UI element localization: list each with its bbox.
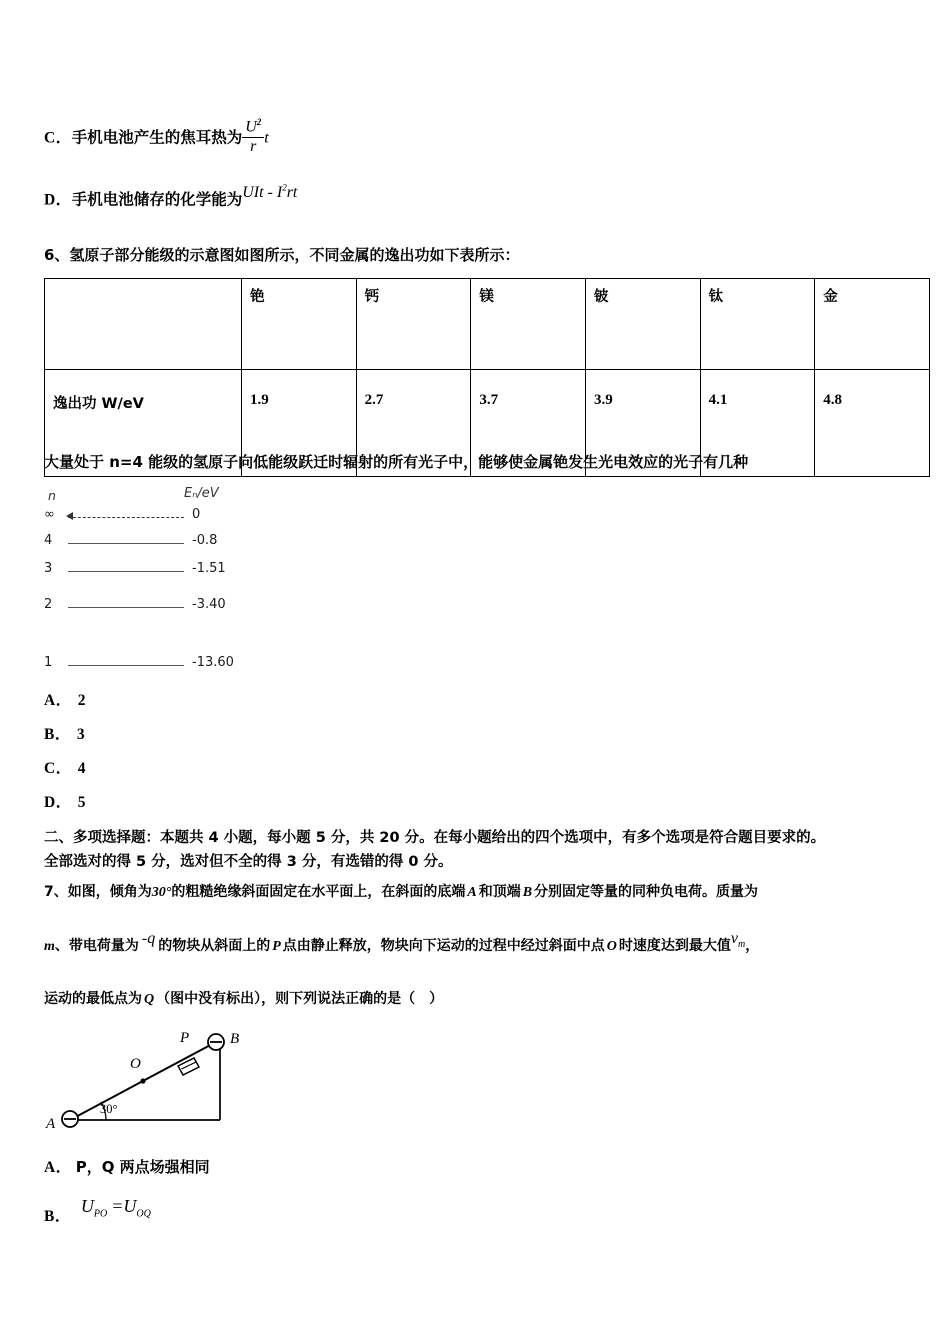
incline-label-B: B xyxy=(230,1031,240,1047)
q7-text-g: 点由静止释放，物块向下运动的过程中经过斜面中点 xyxy=(282,938,605,954)
table-cell-value-4: 4.1 xyxy=(700,370,815,477)
question5-option-c xyxy=(44,118,269,156)
table-cell-value-0: 1.9 xyxy=(242,370,357,477)
q7-point-A: A xyxy=(467,885,477,900)
energy-level-infinity xyxy=(44,507,254,526)
level-energy-value: -0.8 xyxy=(192,533,218,548)
formula-denominator: r xyxy=(250,138,257,156)
table-header-cell-1: 铯 xyxy=(242,279,357,370)
level-line xyxy=(68,665,184,666)
level-n-value: 4 xyxy=(44,533,53,548)
table-cell-value-1: 2.7 xyxy=(356,370,471,477)
q7-text-f: 的物块从斜面上的 xyxy=(158,938,271,954)
level-line xyxy=(68,607,184,608)
level-energy-value: 0 xyxy=(192,507,201,522)
question6-option-d xyxy=(44,794,86,813)
table-header-cell-3: 镁 xyxy=(471,279,586,370)
incline-diagram xyxy=(44,1022,274,1142)
q7-vmax-symbol: $v_m$ xyxy=(730,930,746,951)
workfunction-table-wrapper xyxy=(44,278,930,477)
incline-label-P: P xyxy=(180,1030,190,1046)
level-n-value: 2 xyxy=(44,597,53,612)
incline-label-O: O xyxy=(130,1056,141,1072)
q7-angle: 30° xyxy=(151,885,172,900)
energy-level-1 xyxy=(44,655,254,674)
question7-stem-line2 xyxy=(44,930,760,957)
option-label: B． xyxy=(44,726,71,743)
level-energy-value: -13.60 xyxy=(192,655,234,670)
q7-text-d: 分别固定等量的同种负电荷。质量为 xyxy=(534,884,759,900)
question7-option-b xyxy=(44,1196,151,1225)
incline-label-A: A xyxy=(46,1116,56,1132)
energy-level-3 xyxy=(44,561,254,580)
option-c-text: 手机电池产生的焦耳热为 xyxy=(71,128,243,147)
q7-text-b: 的粗糙绝缘斜面固定在水平面上，在斜面的底端 xyxy=(171,884,466,900)
level-energy-value: -1.51 xyxy=(192,561,226,576)
option-d-text: 手机电池储存的化学能为 xyxy=(71,190,243,209)
incline-diagram-svg xyxy=(44,1022,274,1142)
section2-heading-line2: 全部选对的得 5 分，选对但不全的得 3 分，有选错的得 0 分。 xyxy=(44,854,453,870)
option-label: D． xyxy=(44,794,72,811)
question6-substem: 大量处于 n=4 能级的氢原子向低能级跃迁时辐射的所有光子中，能够使金属铯发生光电效应的光子有几种 xyxy=(44,453,749,471)
table-cell-value-5: 4.8 xyxy=(815,370,930,477)
option-c-formula xyxy=(242,118,264,156)
incline-angle-label: 30° xyxy=(100,1102,118,1116)
option-label: A． xyxy=(44,692,72,709)
table-row-label: 逸出功 W/eV xyxy=(45,370,242,477)
q7-charge-symbol: -q xyxy=(141,930,156,947)
table-header-cell-6: 金 xyxy=(815,279,930,370)
question7-option-a xyxy=(44,1158,210,1178)
q7-text-h: 时速度达到最大值 xyxy=(618,938,731,954)
arrow-head-icon xyxy=(66,512,73,520)
q7-text-i: ， xyxy=(745,938,760,954)
q7-point-O: O xyxy=(606,939,617,954)
option-text: P，Q 两点场强相同 xyxy=(75,1158,210,1176)
diagram-axis-n-label: n xyxy=(48,488,56,503)
level-n-value: 3 xyxy=(44,561,53,576)
q7-mass-symbol: m xyxy=(44,939,55,954)
q7-text-a: 7、如图，倾角为 xyxy=(44,884,152,900)
option-b-formula: $U_{PO} =U_{OQ}$ xyxy=(80,1196,151,1220)
table-cell-value-2: 3.7 xyxy=(471,370,586,477)
option-text: 4 xyxy=(77,760,86,777)
question5-option-d xyxy=(44,183,298,210)
question6-stem: 6、氢原子部分能级的示意图如图所示，不同金属的逸出功如下表所示： xyxy=(44,246,520,264)
level-energy-value: -3.40 xyxy=(192,597,226,612)
option-text: 2 xyxy=(77,692,86,709)
q7-text-j: 运动的最低点为 xyxy=(44,991,142,1007)
table-header-cell-0 xyxy=(45,279,242,370)
question6-option-b xyxy=(44,726,85,745)
q7-text-k: （图中没有标出），则下列说法正确的是（ ） xyxy=(156,991,444,1007)
q7-text-c: 和顶端 xyxy=(478,884,521,900)
level-line xyxy=(68,571,184,572)
question6-option-a xyxy=(44,692,86,711)
question7-stem-line3 xyxy=(44,988,443,1008)
question7-stem-line1 xyxy=(44,881,758,901)
level-line-dashed xyxy=(68,517,184,518)
option-text: 3 xyxy=(76,726,86,743)
section2-heading-line1: 二、多项选择题：本题共 4 小题，每小题 5 分，共 20 分。在每小题给出的四个选项中，有多个选项是符合题目要求的。 xyxy=(44,830,826,846)
q7-text-e: 、带电荷量为 xyxy=(54,938,139,954)
option-label: A． xyxy=(44,1159,72,1176)
table-header-row xyxy=(45,279,930,370)
energy-level-2 xyxy=(44,597,254,616)
option-label: B． xyxy=(44,1208,71,1225)
option-d-formula: UIt - $I^2rt$ xyxy=(242,183,298,202)
table-header-cell-4: 铍 xyxy=(585,279,700,370)
q7-point-B: B xyxy=(522,885,533,900)
option-label: C． xyxy=(44,760,72,777)
table-header-cell-2: 钙 xyxy=(356,279,471,370)
q7-point-P: P xyxy=(272,939,281,954)
option-c-label: C． xyxy=(44,129,72,147)
question6-option-c xyxy=(44,760,86,779)
table-cell-value-3: 3.9 xyxy=(585,370,700,477)
level-n-value: ∞ xyxy=(44,507,55,522)
q7-point-Q: Q xyxy=(144,992,155,1007)
energy-level-4 xyxy=(44,533,254,552)
point-O-marker xyxy=(140,1078,145,1083)
energy-level-diagram xyxy=(44,488,254,683)
level-n-value: 1 xyxy=(44,655,53,670)
diagram-axis-energy-label: Eₙ/eV xyxy=(184,486,219,501)
option-text: 5 xyxy=(77,794,86,811)
option-d-label: D． xyxy=(44,191,72,209)
level-line xyxy=(68,543,184,544)
formula-trail: t xyxy=(264,129,269,147)
table-header-cell-5: 钛 xyxy=(700,279,815,370)
formula-numerator: $U^2$ xyxy=(242,118,264,138)
workfunction-table xyxy=(44,278,930,477)
